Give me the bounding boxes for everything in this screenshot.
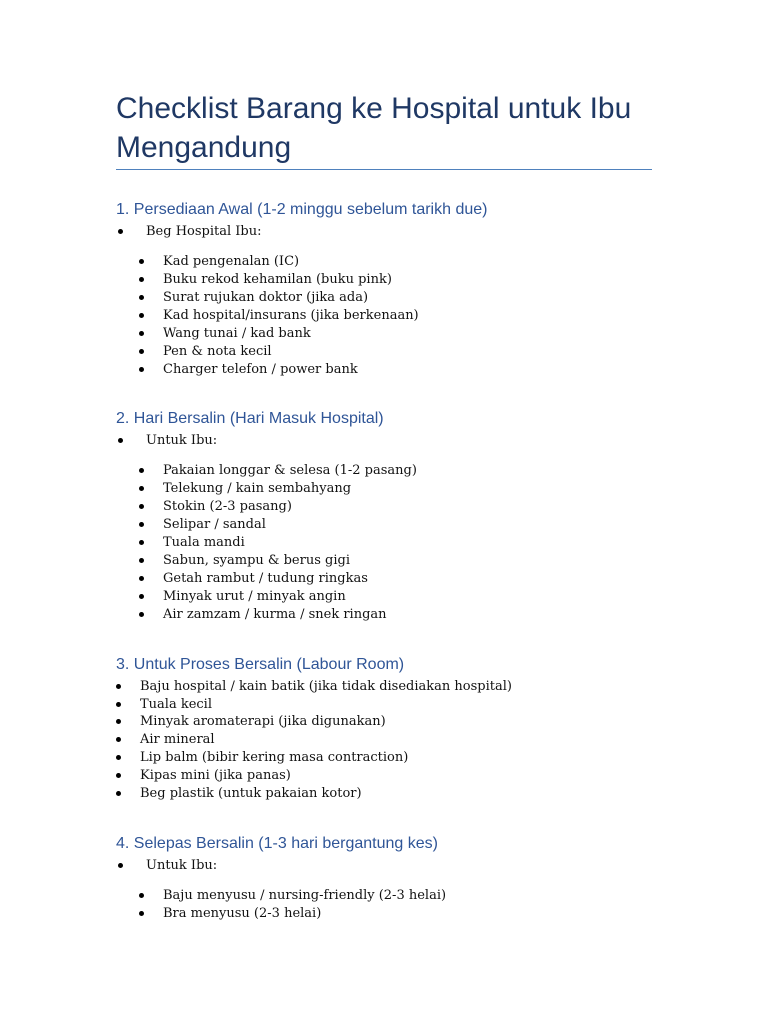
section-4-lead: Untuk Ibu: [146,858,218,873]
list-item: Wang tunai / kad bank [163,326,311,341]
bullet-icon [139,576,144,581]
bullet-icon [139,468,144,473]
section-2-lead: Untuk Ibu: [146,433,218,448]
list-item: Charger telefon / power bank [163,362,358,377]
bullet-icon [139,594,144,599]
list-item: Tuala kecil [140,697,213,712]
bullet-icon [139,486,144,491]
title-line-1: Checklist Barang ke Hospital untuk Ibu [116,92,632,125]
bullet-icon [118,863,123,868]
bullet-icon [139,349,144,354]
title-underline [116,169,652,170]
bullet-icon [139,259,144,264]
section-3-heading: 3. Untuk Proses Bersalin (Labour Room) [116,656,405,673]
list-item: Kad pengenalan (IC) [163,254,300,269]
bullet-icon [139,367,144,372]
section-1-heading: 1. Persediaan Awal (1-2 minggu sebelum tarikh due) [116,201,488,218]
bullet-icon [116,684,121,689]
page-title [116,89,656,167]
list-item: Lip balm (bibir kering masa contraction) [140,750,409,765]
bullet-icon [116,737,121,742]
bullet-icon [139,612,144,617]
list-item: Air zamzam / kurma / snek ringan [163,607,387,622]
list-item: Getah rambut / tudung ringkas [163,571,368,586]
list-item: Beg plastik (untuk pakaian kotor) [140,786,362,801]
bullet-icon [116,719,121,724]
bullet-icon [139,522,144,527]
bullet-icon [139,313,144,318]
list-item: Kipas mini (jika panas) [140,768,291,783]
section-1-lead: Beg Hospital Ibu: [146,224,262,239]
list-item: Baju hospital / kain batik (jika tidak disediakan hospital) [140,679,512,694]
list-item: Buku rekod kehamilan (buku pink) [163,272,392,287]
bullet-icon [139,893,144,898]
list-item: Minyak aromaterapi (jika digunakan) [140,714,386,729]
bullet-icon [118,229,123,234]
list-item: Bra menyusu (2-3 helai) [163,906,322,921]
list-item: Selipar / sandal [163,517,266,532]
bullet-icon [139,331,144,336]
bullet-icon [116,702,121,707]
list-item: Kad hospital/insurans (jika berkenaan) [163,308,419,323]
list-item: Pakaian longgar & selesa (1-2 pasang) [163,463,417,478]
list-item: Stokin (2-3 pasang) [163,499,292,514]
list-item: Air mineral [140,732,215,747]
bullet-icon [139,558,144,563]
bullet-icon [139,504,144,509]
list-item: Pen & nota kecil [163,344,272,359]
title-line-2: Mengandung [116,131,292,164]
list-item: Minyak urut / minyak angin [163,589,346,604]
bullet-icon [118,438,123,443]
bullet-icon [116,773,121,778]
bullet-icon [139,911,144,916]
list-item: Telekung / kain sembahyang [163,481,352,496]
list-item: Baju menyusu / nursing-friendly (2-3 helai) [163,888,447,903]
list-item: Surat rujukan doktor (jika ada) [163,290,369,305]
list-item: Tuala mandi [163,535,245,550]
section-2-heading: 2. Hari Bersalin (Hari Masuk Hospital) [116,410,384,427]
bullet-icon [116,755,121,760]
list-item: Sabun, syampu & berus gigi [163,553,350,568]
bullet-icon [139,295,144,300]
bullet-icon [139,540,144,545]
section-4-heading: 4. Selepas Bersalin (1-3 hari bergantung kes) [116,835,438,852]
bullet-icon [139,277,144,282]
bullet-icon [116,791,121,796]
